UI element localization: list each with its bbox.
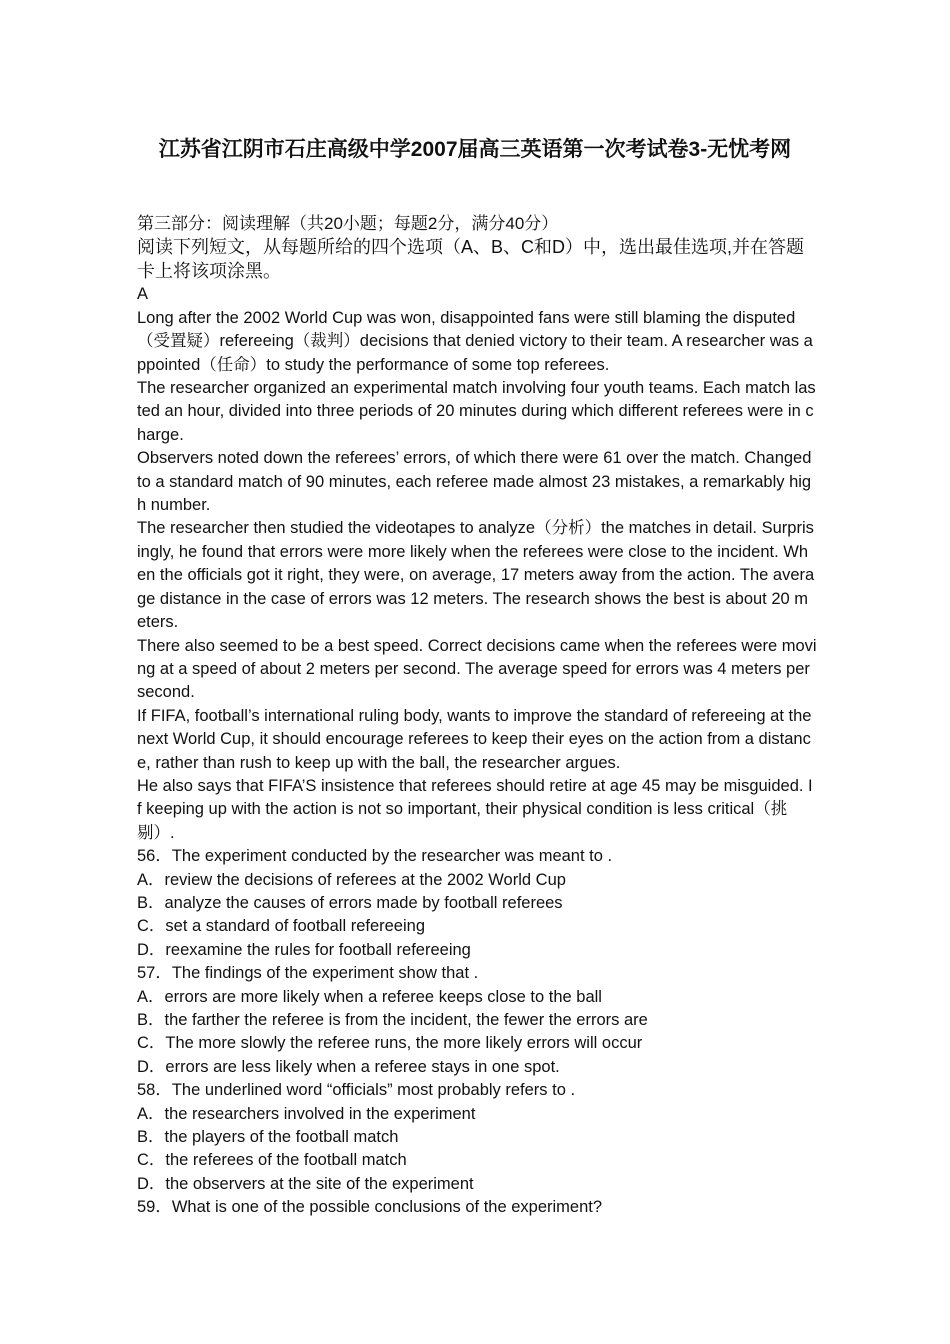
document-body: [137, 212, 817, 1220]
question-option: D．errors are less likely when a referee stays in one spot.: [137, 1057, 560, 1076]
question-stem: 59．What is one of the possible conclusions of the experiment?: [137, 1198, 603, 1217]
question-option: B．the farther the referee is from the incident, the fewer the errors are: [137, 1011, 648, 1029]
paragraph: The researcher organized an experimental match involving four youth teams. Each match lasted an hour, divided into three periods of 20 minutes during which different referees were in charge.: [137, 379, 816, 444]
paragraph: There also seemed to be a best speed. Correct decisions came when the referees were moving at a speed of about 2 meters per second. The average speed for errors was 4 meters per second.: [137, 636, 817, 702]
question-stem: 58．The underlined word “officials” most probably refers to .: [137, 1081, 576, 1100]
instructions: 阅读下列短文，从每题所给的四个选项（A、B、C和D）中，选出最佳选项,并在答题卡上将该项涂黑。: [137, 237, 805, 282]
question-stem: 57．The findings of the experiment show that .: [137, 964, 479, 983]
question-option: C．set a standard of football refereeing: [137, 917, 426, 936]
question-stem: 56．The experiment conducted by the researcher was meant to .: [137, 847, 613, 866]
paragraph: Observers noted down the referees’ errors, of which there were 61 over the match. Changed to a standard match of 90 minutes, each referee made almost 23 mistakes, a remarkably high number.: [137, 449, 812, 515]
section-heading: 第三部分：阅读理解（共20小题；每题2分，满分40分）: [137, 214, 559, 233]
question-option: C．The more slowly the referee runs, the more likely errors will occur: [137, 1034, 643, 1053]
question-option: C．the referees of the football match: [137, 1151, 407, 1170]
passage-label: A: [137, 285, 149, 304]
paragraph: Long after the 2002 World Cup was won, disappointed fans were still blaming the disputed（受置疑）refereeing（裁判）decisions that denied victory to their team. A researcher was appointed（任命）to study the performance of some top referees.: [137, 308, 813, 374]
document-title: 江苏省江阴市石庄高级中学2007届高三英语第一次考试卷3-无忧考网: [158, 138, 792, 161]
question-option: D．the observers at the site of the experiment: [137, 1174, 474, 1193]
question-option: B．the players of the football match: [137, 1128, 399, 1147]
question-option: A．errors are more likely when a referee keeps close to the ball: [137, 987, 602, 1006]
paragraph: If FIFA, football’s international ruling body, wants to improve the standard of refereeing at the next World Cup, it should encourage referees to keep their eyes on the action from a distance, rather than rush to keep up with the ball, the researcher argues.: [137, 706, 812, 772]
paragraph: He also says that FIFA’S insistence that referees should retire at age 45 may be misguided. If keeping up with the action is not so important, their physical condition is less critical（挑剔）.: [137, 776, 813, 842]
question-option: A．review the decisions of referees at the 2002 World Cup: [137, 870, 566, 889]
question-option: D．reexamine the rules for football refereeing: [137, 940, 471, 959]
question-option: A．the researchers involved in the experiment: [137, 1104, 476, 1123]
question-option: B．analyze the causes of errors made by football referees: [137, 893, 563, 912]
paragraph: The researcher then studied the videotapes to analyze（分析）the matches in detail. Surprisingly, he found that errors were more likely when the referees were close to the incident. When the officials got it right, they were, on average, 17 meters away from the action. The average distance in the case of errors was 12 meters. The research shows the best is about 20 meters.: [137, 519, 815, 632]
